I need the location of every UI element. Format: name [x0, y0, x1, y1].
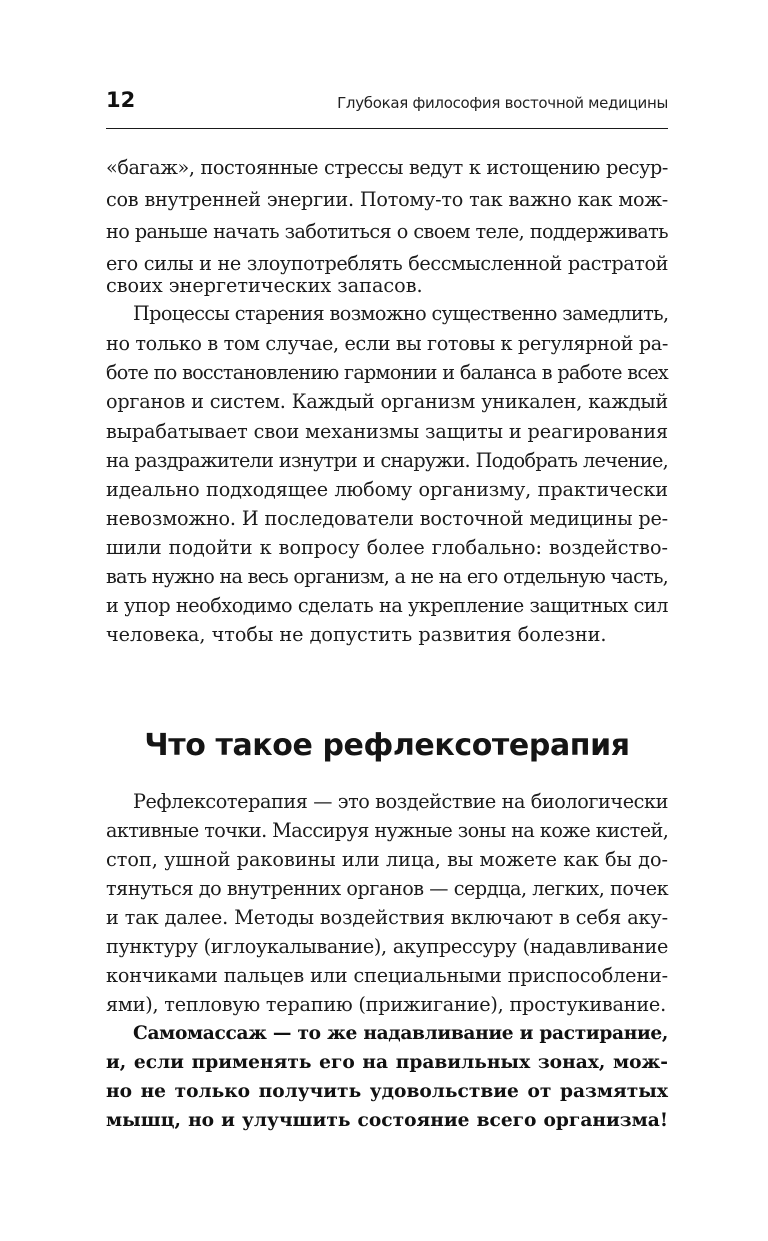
text-line: пунктуру (иглоукалывание), акупрессуру (надавливание [106, 935, 668, 958]
text-line: стоп, ушной раковины или лица, вы можете как бы до- [106, 848, 668, 871]
text-line: активные точки. Массируя нужные зоны на коже кистей, [106, 819, 669, 842]
text-line: и упор необходимо сделать на укрепление защитных сил [106, 594, 668, 617]
text-line: шили подойти к вопросу более глобально: воздейство- [106, 536, 668, 559]
text-line: невозможно. И последователи восточной медицины ре- [106, 507, 668, 530]
text-line: и так далее. Методы воздействия включают в себя аку- [106, 906, 668, 929]
bold-text-line: и, если применять его на правильных зонах, мож- [106, 1052, 668, 1073]
text-line: вырабатывает свои механизмы защиты и реагирования [106, 420, 669, 443]
bold-text-line: мышц, но и улучшить состояние всего организма! [106, 1110, 668, 1131]
book-title: Глубокая философия восточной медицины [337, 94, 668, 112]
text-line: своих энергетических запасов. [106, 274, 423, 297]
text-line: но раньше начать заботиться о своем теле, поддерживать [106, 220, 668, 243]
text-line: на раздражители изнутри и снаружи. Подобрать лечение, [106, 449, 668, 472]
text-line: его силы и не злоупотреблять бессмысленной растратой [106, 252, 668, 275]
text-line: ями), тепловую терапию (прижигание), простукивание. [106, 993, 666, 1016]
text-line: боте по восстановлению гармонии и баланса в работе всех [106, 361, 668, 384]
text-line: сов внутренней энергии. Потому-то так важно как мож- [106, 188, 668, 211]
text-line: человека, чтобы не допустить развития болезни. [106, 623, 607, 646]
bold-text-line: но не только получить удовольствие от размятых [106, 1081, 668, 1102]
text-line: Рефлексотерапия — это воздействие на биологически [133, 790, 668, 813]
text-line: идеально подходящее любому организму, практически [106, 478, 668, 501]
text-line: органов и систем. Каждый организм уникален, каждый [106, 390, 668, 413]
text-line: кончиками пальцев или специальными приспособлени- [106, 964, 668, 987]
text-line: тянуться до внутренних органов — сердца, легких, почек [106, 877, 669, 900]
text-line: Процессы старения возможно существенно замедлить, [133, 302, 669, 325]
page-number: 12 [106, 88, 136, 112]
text-line: но только в том случае, если вы готовы к регулярной ра- [106, 332, 669, 355]
section-heading: Что такое рефлексотерапия [144, 728, 630, 763]
text-line: вать нужно на весь организм, а не на его отдельную часть, [106, 565, 668, 588]
bold-text-line: Самомассаж — то же надавливание и растирание, [133, 1023, 668, 1044]
running-header [106, 88, 668, 129]
text-line: «багаж», постоянные стрессы ведут к истощению ресур- [106, 156, 668, 179]
